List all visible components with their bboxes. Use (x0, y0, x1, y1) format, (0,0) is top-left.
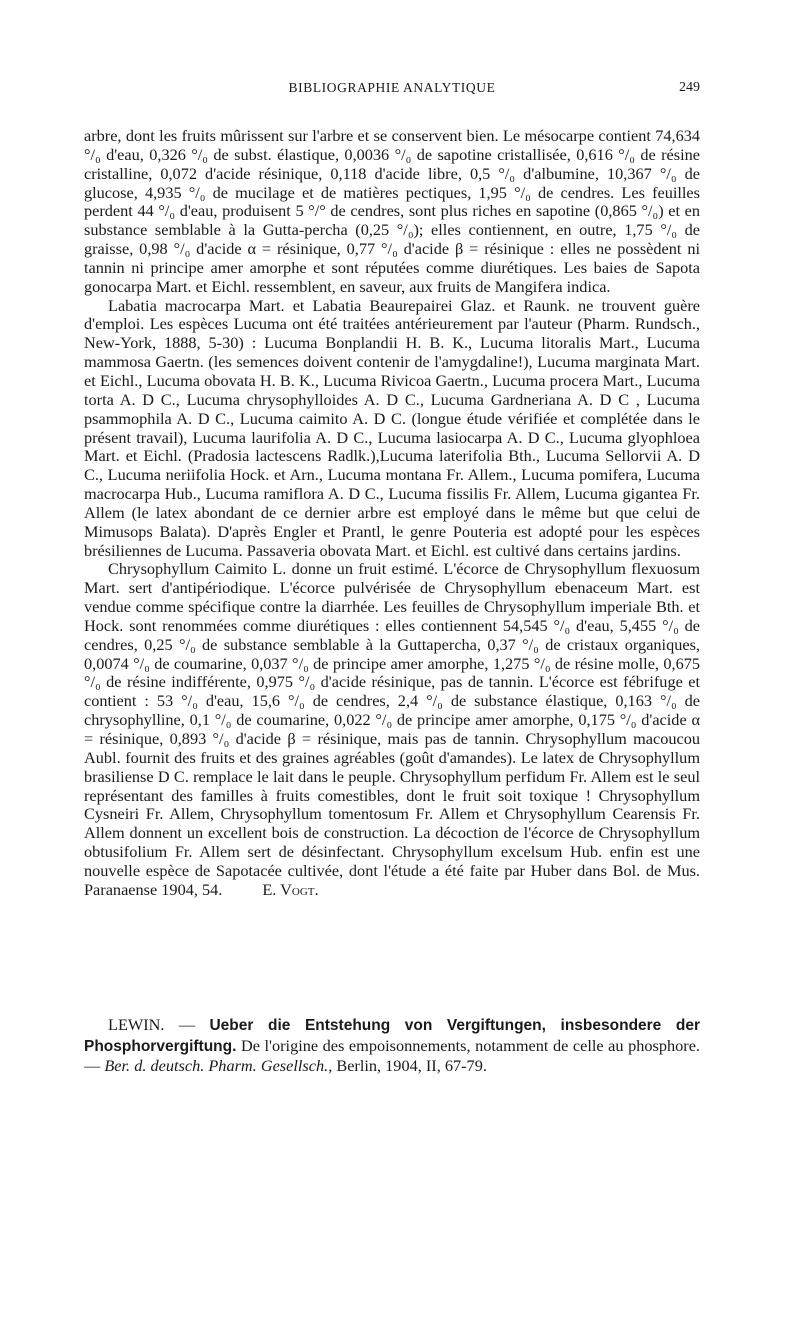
signature: E. Vogt. (262, 879, 319, 899)
reference-title: Ueber die Entstehung von Vergiftungen, insbesondere der Phosphorvergiftung. (84, 1017, 701, 1055)
paragraph: arbre, dont les fruits mûrissent sur l'arbre et se conservent bien. Le mésocarpe contient 74,634 °/₀ d'eau, 0,326 °/₀ de subst. élastique, 0,0036 °/₀ de sapotine cristallisée, 0,616 °/₀ de résine cristalline, 0,072 d'acide résinique, 0,118 d'acide libre, 0,5 °/₀ d'albumine, 10,367 °/₀ de glucose, 4,935 °/₀ de mucilage et de matières pectiques, 1,95 °/₀ de cendres. Les feuilles perdent 44 °/₀ d'eau, produisent 5 °/° de cendres, sont plus riches en sapotine (0,865 °/₀) et en substance semblable à la Gutta-percha (0,25 °/₀); elles contiennent, en outre, 1,75 °/₀ de graisse, 0,98 °/₀ d'acide α = résinique, 0,77 °/₀ d'acide β = résinique : elles ne possèdent ni tannin ni principe amer amorphe et sont réputées comme diurétiques. Les baies de Sapota gonocarpa Mart. et Eichl. ressemblent, en saveur, aux fruits de Mangifera indica. (84, 126, 700, 296)
running-title: BIBLIOGRAPHIE ANALYTIQUE (288, 80, 496, 95)
reference-dash: — (164, 1015, 210, 1034)
reference-entry (84, 1015, 700, 1076)
body-text (84, 127, 700, 900)
reference-citation: , Berlin, 1904, II, 67-79. (328, 1056, 487, 1076)
reference-paragraph (84, 1015, 700, 1076)
page-number: 249 (679, 80, 700, 95)
reference-journal: Ber. d. deutsch. Pharm. Gesellsch. (104, 1056, 329, 1076)
running-header (84, 80, 700, 102)
paragraph-text: Chrysophyllum Caimito L. donne un fruit estimé. L'écorce de Chrysophyllum flexuosum Mart. sert d'antipériodique. L'écorce pulvérisée de Chrysophyllum ebenaceum Mart. est vendue comme spécifique contre la diarrhée. Les feuilles de Chrysophyllum imperiale Bth. et Hock. sont renommées comme diurétiques : elles contiennent 54,545 °/₀ d'eau, 5,455 °/₀ de cendres, 0,25 °/₀ de substance semblable à la Guttapercha, 0,37 °/₀ de cristaux organiques, 0,0074 °/₀ de coumarine, 0,037 °/₀ de principe amer amorphe, 1,275 °/₀ de résine molle, 0,675 °/₀ de résine indifférente, 0,975 °/₀ d'acide résinique, pas de tannin. L'écorce est fébrifuge et contient : 53 °/₀ d'eau, 15,6 °/₀ de cendres, 2,4 °/₀ de substance élastique, 0,163 °/₀ de chrysophylline, 0,1 °/₀ de coumarine, 0,022 °/₀ de principe amer amorphe, 0,175 °/₀ d'acide α = résinique, 0,893 °/₀ d'acide β = résinique, mais pas de tannin. Chrysophyllum macoucou Aubl. fournit des fruits et des graines agréables (goût d'amandes). Le latex de Chrysophyllum brasiliense D C. remplace le lait dans le peuple. Chrysophyllum perfidum Fr. Allem est le seul représentant des familles à fruits comestibles, dont le fruit soit toxique ! Chrysophyllum Cysneiri Fr. Allem, Chrysophyllum tomentosum Fr. Allem et Chrysophyllum Cearensis Fr. Allem donnent un excellent bois de construction. La décoction de l'écorce de Chrysophyllum obtusifolium Fr. Allem sert de désinfectant. Chrysophyllum excelsum Hub. enfin est une nouvelle espèce de Sapotacée cultivée, dont l'étude a été faite par Huber dans Bol. de Mus. Paranaense 1904, 54. (84, 559, 700, 899)
reference-author: LEWIN. (108, 1015, 165, 1034)
reference-description: De l'origine des empoisonnements, notamment de celle au phosphore. — (84, 1035, 700, 1076)
paragraph-with-signature (84, 560, 700, 899)
paragraph: Labatia macrocarpa Mart. et Labatia Beaurepairei Glaz. et Raunk. ne trouvent guère d'emploi. Les espèces Lucuma ont été traitées antérieurement par l'auteur (Pharm. Rundsch., New-York, 1888, 5-30) : Lucuma Bonplandii H. B. K., Lucuma litoralis Mart., Lucuma mammosa Gaertn. (les semences doivent contenir de l'amygdaline!), Lucuma marginata Mart. et Eichl., Lucuma obovata H. B. K., Lucuma Rivicoa Gaertn., Lucuma procera Mart., Lucuma torta A. D C., Lucuma chrysophylloides A. D C., Lucuma Gardneriana A. D C , Lucuma psammophila A. D C., Lucuma caimito A. D C. (longue étude vérifiée et complétée dans le présent travail), Lucuma laurifolia A. D C., Lucuma lasiocarpa A. D C., Lucuma glyophloea Mart. et Eichl. (Pradosia lactescens Radlk.),Lucuma laterifolia Bth., Lucuma Sellorvii A. D C., Lucuma neriifolia Hock. et Arn., Lucuma montana Fr. Allem., Lucuma pomifera, Lucuma macrocarpa Hub., Lucuma ramiflora A. D C., Lucuma fissilis Fr. Allem, Lucuma gigantea Fr. Allem (le latex abondant de ce dernier arbre est employé dans le même but que celui de Mimusops Balata). D'après Engler et Prantl, le genre Pouteria est adopté pour les espèces brésiliennes de Lucuma. Passaveria obovata Mart. et Eichl. est cultivé dans certains jardins. (84, 295, 700, 560)
